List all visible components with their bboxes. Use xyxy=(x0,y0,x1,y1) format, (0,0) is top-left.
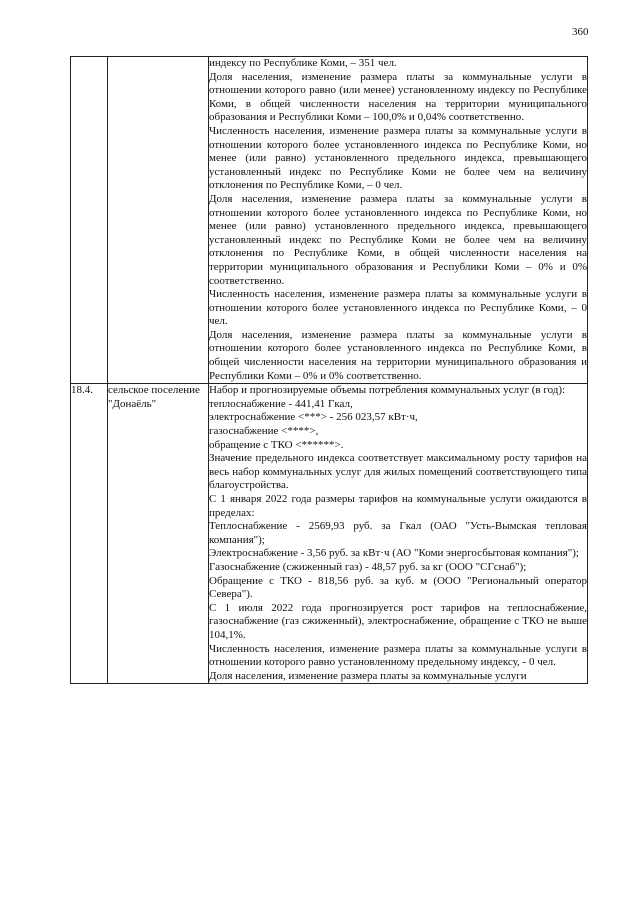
row-number-cell: 18.4. xyxy=(71,384,108,684)
description-paragraph: С 1 января 2022 года размеры тарифов на коммунальные услуги ожидаются в пределах: xyxy=(209,493,587,519)
description-paragraph: индексу по Республике Коми, – 351 чел. xyxy=(209,57,397,69)
description-paragraph: электроснабжение <***> - 256 023,57 кВт·ч, xyxy=(209,411,418,424)
description-paragraph: газоснабжение <****>, xyxy=(209,425,319,438)
table-row xyxy=(71,384,588,684)
description-paragraph: теплоснабжение - 441,41 Гкал, xyxy=(209,397,353,410)
description-paragraph: Численность населения, изменение размера платы за коммунальные услуги в отношении которого равно установленному предельному индексу, - 0 чел. xyxy=(209,642,587,669)
description-paragraph: Теплоснабжение - 2569,93 руб. за Гкал (ОАО "Усть-Вымская тепловая компания"); xyxy=(209,520,587,546)
description-paragraph: Доля населения, изменение размера платы за коммунальные услуги в отношении которого более установленного индекса по Республике Коми, но менее (или равно) установленного предельного индекса, превышающего установленный индекс по Республике Коми не более чем на величину отклонения по Республике Коми, в общей численности населения на территории муниципального образования и Республики Коми – 0% и 0% соответственно. xyxy=(209,192,587,287)
description-paragraph: Значение предельного индекса соответствует максимальному росту тарифов на весь набор коммунальных услуг для жилых помещений соответствующего типа благоустройства. xyxy=(209,452,587,492)
description-paragraph: обращение с ТКО <******>. xyxy=(209,438,344,451)
description-paragraph: Набор и прогнозируемые объемы потребления коммунальных услуг (в год): xyxy=(209,384,566,397)
description-paragraph: Численность населения, изменение размера платы за коммунальные услуги в отношении которого более установленного индекса по Республике Коми, но менее (или равно) установленного предельного индекса, превышающего установленный индекс по Республике Коми не более чем на величину отклонения по Республике Коми, – 0 чел. xyxy=(209,124,587,192)
description-paragraph: Обращение с ТКО - 818,56 руб. за куб. м (ООО "Региональный оператор Севера"). xyxy=(209,574,587,601)
page-number: 360 xyxy=(572,26,589,38)
description-paragraph: Электроснабжение - 3,56 руб. за кВт·ч (АО "Коми энергосбытовая компания"); xyxy=(209,547,579,560)
table-row xyxy=(71,57,588,384)
description-cell xyxy=(209,384,588,684)
description-paragraph: С 1 июля 2022 года прогнозируется рост тарифов на теплоснабжение, газоснабжение (газ сжиженный), электроснабжение, обращение с ТКО не выше 104,1%. xyxy=(209,601,587,641)
description-cell xyxy=(209,57,588,384)
settlement-name-cell: сельское поселение "Донаёль" xyxy=(108,384,209,684)
description-paragraph: Доля населения, изменение размера платы за коммунальные услуги в отношении которого равно (или менее) установленному индексу по Республике Коми, в общей численности населения на территории муниципального образования и Республики Коми – 100,0% и 0,04% соответственно. xyxy=(209,70,587,124)
description-paragraph: Доля населения, изменение размера платы за коммунальные услуги xyxy=(209,669,527,682)
description-paragraph: Доля населения, изменение размера платы за коммунальные услуги в отношении которого более установленного индекса по Республике Коми, в общей численности населения на территории муниципального образования и Республики Коми – 0% и 0% соответственно. xyxy=(209,328,587,382)
settlement-name-cell xyxy=(108,57,209,384)
description-paragraph: Численность населения, изменение размера платы за коммунальные услуги в отношении которого более установленного индекса по Республике Коми, – 0 чел. xyxy=(209,288,587,328)
description-paragraph: Газоснабжение (сжиженный газ) - 48,57 руб. за кг (ООО "СГснаб"); xyxy=(209,560,527,573)
row-number-cell xyxy=(71,57,108,384)
tariff-table xyxy=(70,56,588,684)
